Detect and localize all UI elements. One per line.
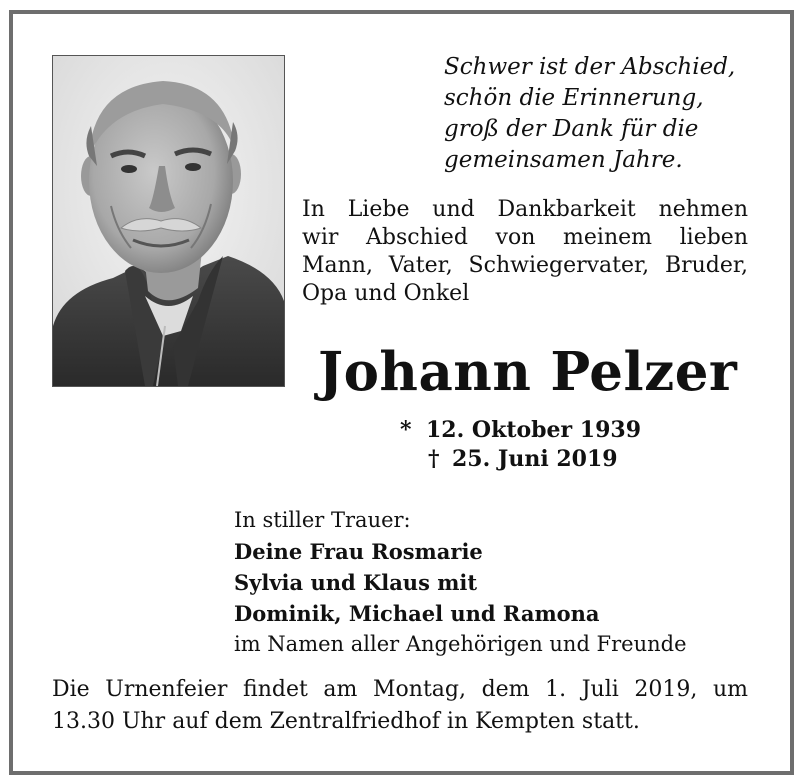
farewell-line: Opa und Onkel	[302, 281, 470, 306]
mourners-block	[234, 505, 687, 660]
birth-date: 12. Oktober 1939	[426, 417, 642, 443]
deceased-name: Johann Pelzer	[318, 341, 738, 403]
quote-line: Schwer ist der Abschied,	[444, 54, 736, 80]
death-date: 25. Juni 2019	[452, 446, 618, 472]
ceremony-line: Die Urnenfeier findet am Montag, dem 1. Juli 2019, um	[52, 677, 748, 702]
portrait-photo	[52, 55, 285, 387]
life-dates	[400, 416, 641, 474]
birth-symbol: *	[400, 417, 412, 443]
ceremony-note	[52, 674, 748, 738]
mourner-line: Dominik, Michael und Ramona	[234, 601, 600, 626]
mourners-closing: im Namen aller Angehörigen und Freunde	[234, 632, 687, 656]
mourner-line: Deine Frau Rosmarie	[234, 539, 483, 564]
quote-line: groß der Dank für die	[444, 116, 699, 142]
memorial-quote	[444, 52, 735, 176]
mourner-line: Sylvia und Klaus mit	[234, 570, 478, 595]
farewell-line: In Liebe und Dankbarkeit nehmen	[302, 197, 748, 222]
farewell-line: wir Abschied von meinem lieben	[302, 225, 748, 250]
ceremony-line: 13.30 Uhr auf dem Zentralfriedhof in Kempten statt.	[52, 709, 640, 734]
farewell-text	[302, 196, 748, 308]
quote-line: gemeinsamen Jahre.	[444, 147, 683, 173]
quote-line: schön die Erinnerung,	[444, 85, 704, 111]
farewell-line: Mann, Vater, Schwiegervater, Bruder,	[302, 253, 748, 278]
portrait-photo-icon	[53, 56, 284, 386]
mourners-heading: In stiller Trauer:	[234, 508, 411, 532]
death-symbol: †	[428, 446, 440, 472]
